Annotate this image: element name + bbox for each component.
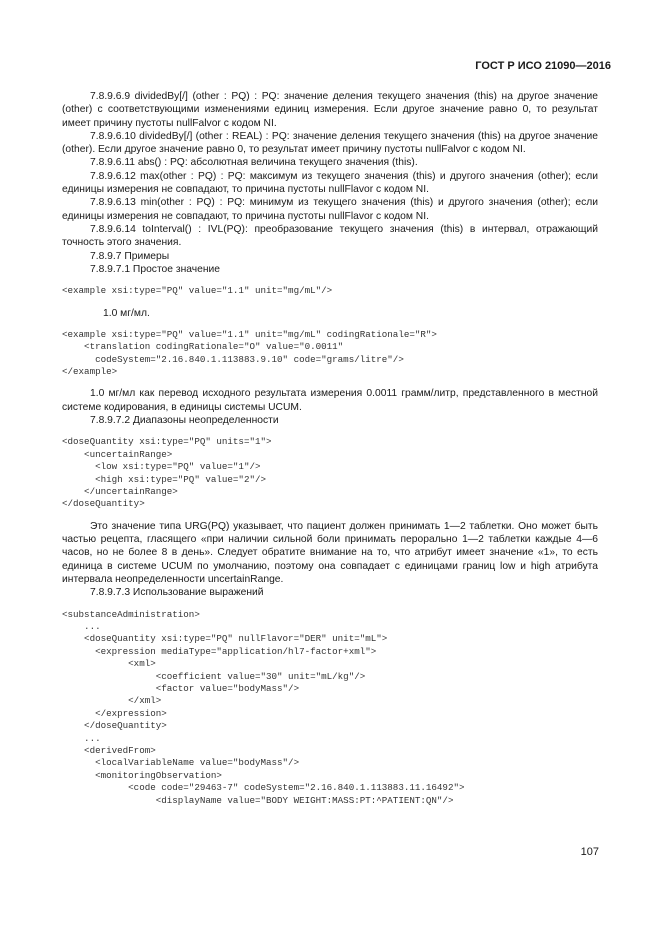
code-example: <substanceAdministration> ... <doseQuantity xsi:type="PQ" nullFlavor="DER" unit="mL"> <expression mediaType="application/hl7-factor+xml"> <xml> <coefficient value="30" unit="mL/kg"/> <factor value="bodyMass"/> </xml> </expression> </doseQuantity> ... <derivedFrom> <localVariableName value="bodyMass"/> <monitoringObservation> <code code="29463-7" codeSystem="2.16.840.1.113883.11.16492"> <displayName value="BODY WEIGHT:MASS:PT:^PATIENT:QN"/> (62, 608, 465, 806)
code-example: <example xsi:type="PQ" value="1.1" unit="mg/mL"/> (62, 285, 333, 297)
code-example: <example xsi:type="PQ" value="1.1" unit="mg/mL" codingRationale="R"> <translation codingRationale="O" value="0.0011" codeSystem="2.16.840.1.113883.9.10" code="grams/litre"/> </example> (62, 328, 437, 378)
paragraph: Это значение типа URG(PQ) указывает, что пациент должен принимать 1—2 таблетки. Оно может быть частью рецепта, гласящего «при наличии сильной боли принимать перорально 1—2 таблетки каждые 4—6 часов, но не более 8 в день». Следует обратите внимание на то, что атрибут имеет значение «1», то есть единица в системе UCUM по умолчанию, поэтому она совпадает с единицами границ low и high атрибута интервала неопределенности uncertainRange. (62, 520, 598, 585)
section-heading: 7.8.9.7.3 Использование выражений (90, 587, 264, 599)
paragraph: 7.8.9.6.10 dividedBy[/] (other : REAL) : PQ: значение деления текущего значения (this) на другое значение (other). Если другое значение равно 0, то результат имеет причину пустоты nullFalvor с кодом NI. (62, 130, 598, 156)
paragraph: 1.0 мг/мл как перевод исходного результата измерения 0.0011 грамм/литр, представленного в местной системе кодирования, в единицы системы UCUM. (62, 388, 598, 413)
paragraph: 7.8.9.6.12 max(other : PQ) : PQ: максимум из текущего значения (this) и другого значения (other); если единицы измерения не совпадают, то причина пустоты nullFlavor с кодом NI. (62, 170, 598, 196)
code-example: <doseQuantity xsi:type="PQ" units="1"> <uncertainRange> <low xsi:type="PQ" value="1"/> <high xsi:type="PQ" value="2"/> </uncertainRange> </doseQuantity> (62, 436, 272, 510)
page-number: 107 (580, 846, 599, 858)
section-heading: 7.8.9.7.2 Диапазоны неопределенности (90, 415, 279, 427)
section-heading: 7.8.9.7 Примеры (90, 250, 170, 262)
spacer (62, 600, 598, 609)
spacer (62, 427, 598, 436)
standard-header: ГОСТ Р ИСО 21090—2016 (475, 60, 611, 72)
spacer (62, 276, 598, 285)
spacer (62, 378, 598, 387)
spacer (62, 298, 598, 307)
paragraph: 7.8.9.6.9 dividedBy[/] (other : PQ) : PQ: значение деления текущего значения (this) на другое значение (other) с соответствующими изменениями единиц измерения. Если другое значение равно 0, то результат имеет причину пустоты nullFalvor с кодом NI. (62, 91, 598, 129)
paragraph: 7.8.9.6.11 abs() : PQ: абсолютная величина текущего значения (this). (90, 157, 418, 169)
paragraph: 7.8.9.6.14 toInterval() : IVL(PQ): преобразование текущего значения (this) в интервал, отражающий точность этого значения. (62, 223, 598, 249)
page-content (62, 90, 598, 807)
spacer (62, 511, 598, 520)
example-note: 1.0 мг/мл. (103, 307, 150, 319)
paragraph: 7.8.9.6.13 min(other : PQ) : PQ: минимум из текущего значения (this) и другого значения (other); если единицы измерения не совпадают, то причина пустоты nullFlavor с кодом NI. (62, 197, 598, 222)
spacer (62, 320, 598, 329)
section-heading: 7.8.9.7.1 Простое значение (90, 263, 221, 275)
